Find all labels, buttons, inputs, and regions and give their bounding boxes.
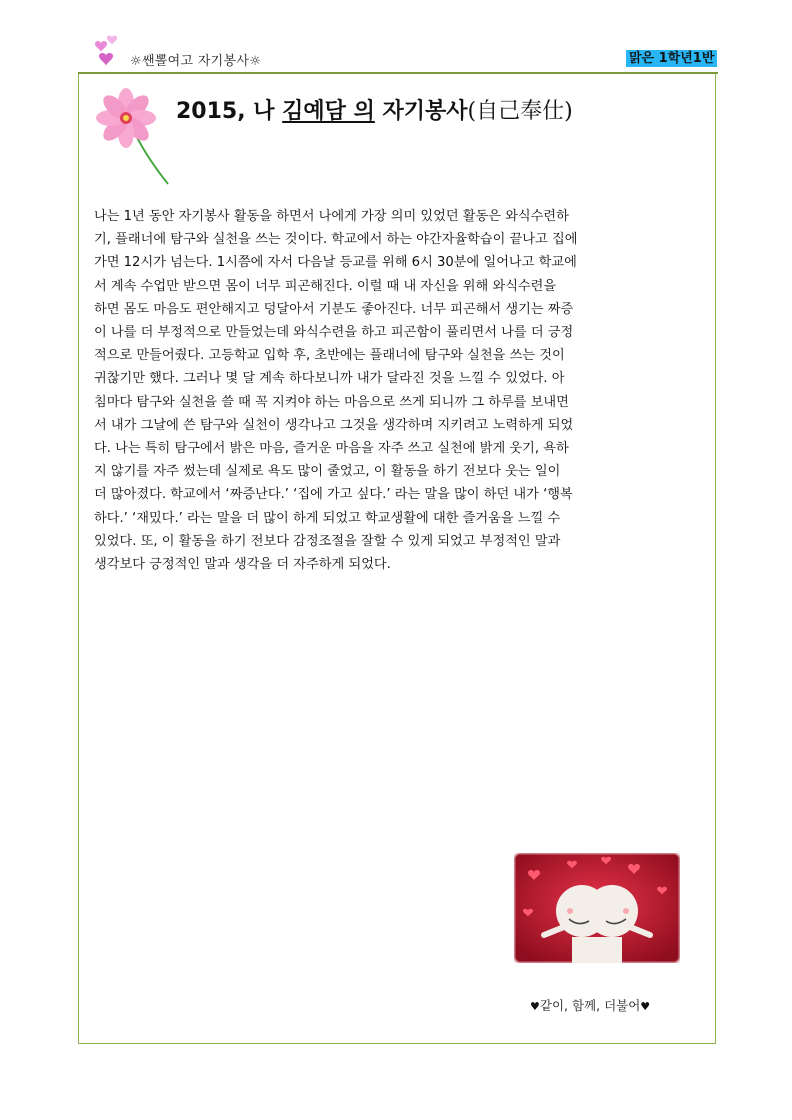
essay-line: 나는 1년 동안 자기봉사 활동을 하면서 나에게 가장 의미 있었던 활동은 와식수련하: [94, 209, 569, 224]
essay-line: 귀찮기만 했다. 그러나 몇 달 계속 하다보니까 내가 달라진 것을 느낄 수 있었다. 아: [94, 371, 565, 387]
friends-illustration: [514, 853, 680, 963]
header-title: ☼쌘뽈여고 자기봉사☼: [130, 54, 262, 69]
essay-line: 서 내가 그날에 쓴 탐구와 실천이 생각나고 그것을 생각하며 지키려고 노력하게 되었: [94, 417, 574, 433]
title-prefix: 2015, 나: [176, 99, 283, 124]
essay-line: 하다.’ ‘재밌다.’ 라는 말을 더 많이 하게 되었고 학교생활에 대한 즐거움을 느낄 수: [94, 510, 561, 526]
essay-line: 가면 12시가 넘는다. 1시쯤에 자서 다음날 등교를 위해 6시 30분에 일어나고 학교에: [94, 255, 577, 271]
title-hanja: (自己奉仕): [467, 99, 573, 124]
document-title: [176, 94, 573, 125]
title-main: 자기봉사: [374, 99, 468, 124]
hearts-decoration-icon: [92, 34, 124, 70]
essay-line: 침마다 탐구와 실천을 쓸 때 꼭 지켜야 하는 마음으로 쓰게 되니까 그 하루를 보내면: [94, 394, 569, 410]
essay-line: 서 계속 수업만 받으면 몸이 너무 피곤해진다. 이럴 때 내 자신을 위해 와식수련을: [94, 278, 557, 294]
author-name: 김예담 의: [282, 99, 375, 124]
essay-paragraph: [94, 205, 694, 576]
footer-motto: [530, 996, 650, 1014]
essay-line: 더 많아졌다. 학교에서 ‘짜증난다.’ ‘집에 가고 싶다.’ 라는 말을 많이 하던 내가 ‘행복: [94, 487, 573, 503]
essay-line: 다. 나는 특히 탐구에서 밝은 마음, 즐거운 마음을 자주 쓰고 실천에 밝게 웃기, 욕하: [94, 441, 569, 457]
motto-text: 같이, 함께, 더불어: [539, 998, 641, 1013]
essay-line: 적으로 만들어줬다. 고등학교 입학 후, 초반에는 플래너에 탐구와 실천을 쓰는 것이: [94, 348, 565, 364]
essay-line: 기, 플래너에 탐구와 실천을 쓰는 것이다. 학교에서 하는 야간자율학습이 끝나고 집에: [94, 232, 578, 248]
heart-icon: ♥: [640, 1000, 651, 1013]
essay-line: 하면 몸도 마음도 편안해지고 덩달아서 기분도 좋아진다. 너무 피곤해서 생기는 짜증: [94, 301, 574, 317]
heart-icon: ♥: [530, 1000, 540, 1013]
class-label: 맑은 1학년1반: [626, 50, 717, 67]
cosmos-flower-icon: [96, 88, 172, 188]
essay-line: 생각보다 긍정적인 말과 생각을 더 자주하게 되었다.: [94, 557, 391, 573]
essay-line: 지 않기를 자주 썼는데 실제로 욕도 많이 줄었고, 이 활동을 하기 전보다 웃는 일이: [94, 464, 561, 480]
essay-line: 이 나를 더 부정적으로 만들었는데 와식수련을 하고 피곤함이 풀리면서 나를 더 긍정: [94, 325, 574, 341]
essay-line: 있었다. 또, 이 활동을 하기 전보다 감정조절을 잘할 수 있게 되었고 부정적인 말과: [94, 533, 561, 549]
